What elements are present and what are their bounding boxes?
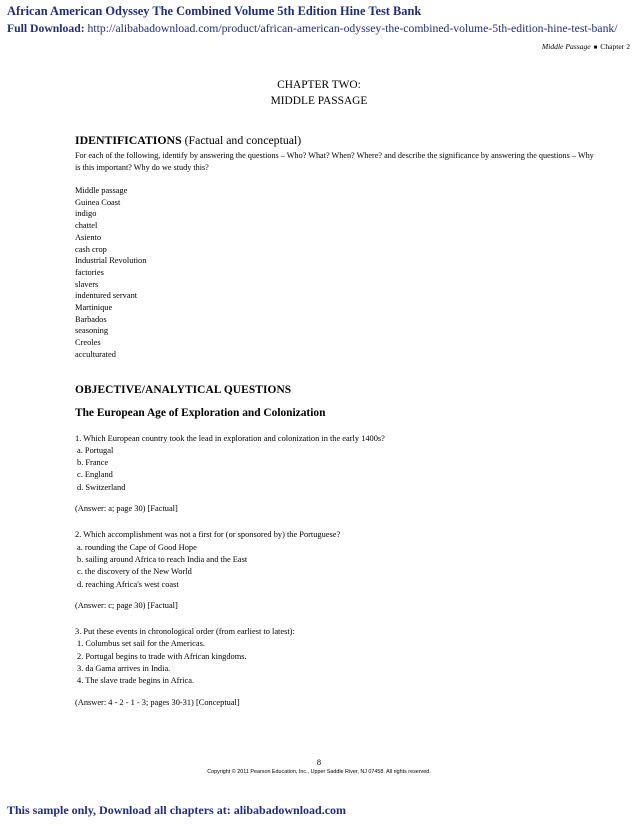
term-item: seasoning — [75, 326, 109, 336]
identifications-subtitle: (Factual and conceptual) — [184, 133, 302, 147]
term-item: Guinea Coast — [75, 197, 121, 207]
term-item: Barbados — [75, 314, 107, 324]
terms-list — [75, 185, 595, 361]
copyright-notice: Copyright © 2011 Pearson Education, Inc., Upper Saddle River, NJ 07458. All rights reserved. — [207, 769, 431, 775]
running-head — [542, 42, 630, 51]
question-stem: 2. Which accomplishment was not a first for (or sponsored by) the Portuguese? — [75, 530, 341, 540]
objective-heading: OBJECTIVE/ANALYTICAL QUESTIONS — [75, 383, 292, 396]
term-item: indigo — [75, 209, 97, 219]
answer-option: c. the discovery of the New World — [77, 567, 192, 577]
term-item: indentured servant — [75, 291, 138, 301]
chapter-title: MIDDLE PASSAGE — [270, 94, 368, 107]
download-line — [7, 22, 618, 35]
answer-option: 2. Portugal begins to trade with African kingdoms. — [77, 651, 247, 661]
answer-key: (Answer: 4 - 2 - 1 - 3; pages 30-31) [Conceptual] — [75, 697, 240, 707]
footer-banner[interactable]: This sample only, Download all chapters at: alibabadownload.com — [7, 803, 347, 817]
answer-options — [75, 445, 595, 494]
answer-option: a. rounding the Cape of Good Hope — [77, 542, 197, 552]
answer-option: 4. The slave trade begins in Africa. — [77, 676, 195, 686]
term-item: Creoles — [75, 338, 101, 348]
question-list — [75, 433, 595, 709]
running-head-chapter: Chapter 2 — [600, 42, 630, 51]
question-stem: 3. Put these events in chronological order (from earliest to latest): — [75, 627, 295, 637]
term-item: Asiento — [75, 232, 102, 242]
answer-option: d. Switzerland — [77, 482, 126, 492]
question-stem: 1. Which European country took the lead in exploration and colonization in the early 1400s? — [75, 433, 385, 443]
identifications-intro: For each of the following, identify by answering the questions – Who? What? When? Where? and describe the significance by answering the questions – Why is this important? Why do we study this? — [75, 151, 594, 172]
section-title: The European Age of Exploration and Colonization — [75, 406, 326, 419]
answer-options — [75, 638, 595, 687]
term-item: chattel — [75, 221, 98, 231]
term-item: Industrial Revolution — [75, 256, 147, 266]
banner-title: African American Odyssey The Combined Volume 5th Edition Hine Test Bank — [7, 4, 422, 18]
answer-option: c. England — [77, 470, 113, 480]
answer-key: (Answer: c; page 30) [Factual] — [75, 600, 178, 610]
answer-option: 1. Columbus set sail for the Americas. — [77, 639, 205, 649]
answer-key: (Answer: a; page 30) [Factual] — [75, 504, 178, 514]
download-link[interactable]: http://alibabadownload.com/product/african-american-odyssey-the-combined-volume-5th-edition-hine-test-bank/ — [87, 22, 618, 35]
term-item: Middle passage — [75, 186, 128, 195]
term-item: slavers — [75, 279, 99, 289]
answer-option: b. sailing around Africa to reach India and the East — [77, 554, 248, 564]
running-head-section: Middle Passage — [541, 42, 591, 51]
answer-option: 3. da Gama arrives in India. — [77, 664, 171, 673]
answer-option: d. reaching Africa's west coast — [77, 579, 179, 589]
answer-option: b. France — [77, 458, 109, 468]
term-item: cash crop — [75, 244, 107, 254]
term-item: factories — [75, 267, 104, 277]
question-block — [75, 433, 595, 516]
question-block — [75, 529, 595, 612]
term-item: Martinique — [75, 303, 113, 313]
page-content — [75, 133, 595, 723]
chapter-heading — [0, 78, 638, 109]
question-block — [75, 626, 595, 709]
answer-options — [75, 542, 595, 591]
term-item: acculturated — [75, 349, 116, 359]
answer-option: a. Portugal — [77, 445, 114, 455]
chapter-number: CHAPTER TWO: — [277, 79, 361, 91]
square-bullet-icon: ■ — [593, 45, 598, 51]
identifications-title: IDENTIFICATIONS — [75, 133, 182, 147]
download-label: Full Download: — [7, 22, 85, 35]
identifications-heading — [75, 133, 595, 148]
page-number: 8 — [316, 758, 322, 767]
